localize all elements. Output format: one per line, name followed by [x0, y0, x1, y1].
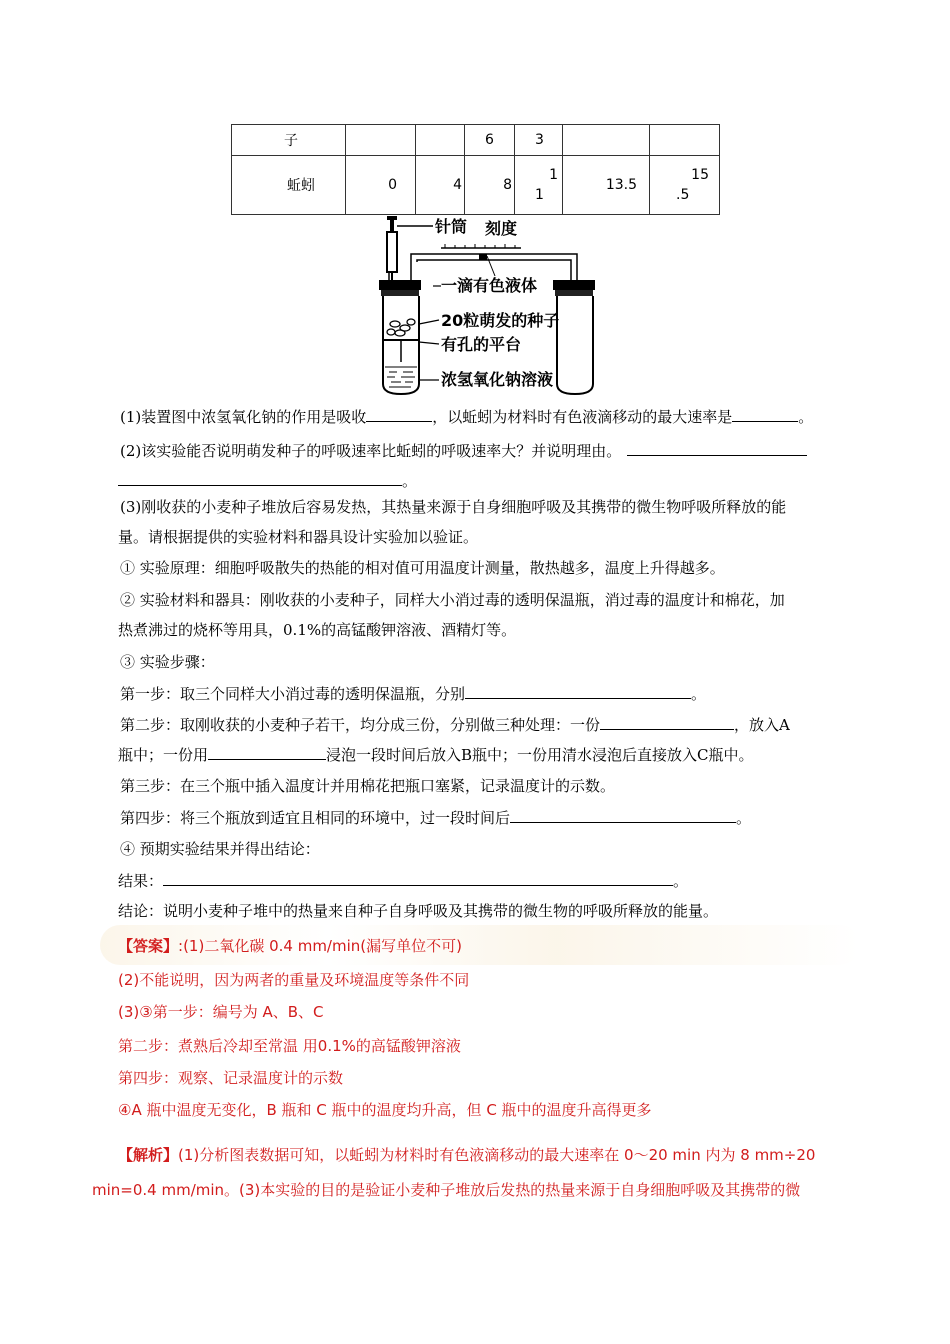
data-table	[231, 124, 720, 215]
right-tube-icon	[553, 280, 595, 394]
q3-principle: ① 实验原理：细胞呼吸散失的热能的相对值可用温度计测量，散热越多，温度上升得越多。	[120, 559, 725, 577]
table-cell-label: 蚯蚓	[232, 156, 346, 215]
table-cell	[346, 125, 416, 156]
q3-materials-1: ② 实验材料和器具：刚收获的小麦种子，同样大小消过毒的透明保温瓶，消过毒的温度计和棉花，加	[120, 591, 785, 609]
table-cell: 3	[515, 125, 563, 156]
label-seeds: 20粒萌发的种子	[441, 311, 560, 330]
q3-step2-cont: 瓶中；一份用 浸泡一段时间后放入B瓶中；一份用清水浸泡后直接放入C瓶中。	[118, 746, 754, 764]
answer-blank	[600, 714, 734, 730]
question-2: (2)该实验能否说明萌发种子的呼吸速率比蚯蚓的呼吸速率大？并说明理由。	[120, 440, 807, 461]
table-cell	[416, 125, 465, 156]
table-cell-top: 15	[691, 167, 709, 183]
analysis-line-1: 【解析】(1)分析图表数据可知，以蚯蚓为材料时有色液滴移动的最大速率在 0～20 min 内为 8 mm÷20	[118, 1146, 816, 1164]
table-cell	[515, 156, 563, 215]
scale-icon	[441, 244, 521, 260]
q3-line2: 量。请根据提供的实验材料和器具设计实验加以验证。	[118, 528, 479, 546]
answer-line-4: 第二步：煮熟后冷却至常温 用0.1%的高锰酸钾溶液	[118, 1037, 461, 1055]
q3-step2: 第二步：取刚收获的小麦种子若干，均分成三份，分别做三种处理：一份 ，放入A	[120, 716, 790, 734]
answer-line-3: (3)③第一步：编号为 A、B、C	[118, 1003, 324, 1021]
answer-blank	[118, 470, 402, 486]
answer-line-1: 【答案】:(1)二氧化碳 0.4 mm/min(漏写单位不可)	[118, 937, 462, 955]
answer-blank	[208, 744, 326, 760]
syringe-icon	[387, 216, 433, 284]
table-cell: 6	[465, 125, 515, 156]
question-2-cont: 。	[118, 470, 417, 491]
label-naoh: 浓氢氧化钠溶液	[441, 370, 554, 389]
answer-blank	[510, 807, 736, 823]
table-row	[232, 156, 720, 215]
q3-step4: 第四步：将三个瓶放到适宜且相同的环境中，过一段时间后 。	[120, 809, 752, 827]
q3-result: 结果： 。	[118, 872, 689, 890]
answer-line-5: 第四步：观察、记录温度计的示数	[118, 1069, 344, 1087]
table-cell-top: 1	[549, 167, 558, 183]
analysis-line-2: min=0.4 mm/min。(3)本实验的目的是验证小麦种子堆放后发热的热量来源于自身细胞呼吸及其携带的微	[92, 1181, 801, 1199]
q3-step1: 第一步：取三个同样大小消过毒的透明保温瓶，分别 。	[120, 685, 707, 703]
q3-materials-2: 热煮沸过的烧杯等用具，0.1%的高锰酸钾溶液、酒精灯等。	[118, 621, 517, 639]
label-platform: 有孔的平台	[441, 335, 522, 354]
q3-steps: ③ 实验步骤：	[120, 653, 215, 671]
answer-blank	[732, 406, 798, 422]
answer-line-2: (2)不能说明，因为两者的重量及环境温度等条件不同	[118, 971, 470, 989]
q3-predict: ④ 预期实验结果并得出结论：	[120, 840, 320, 858]
table-cell	[563, 125, 650, 156]
answer-blank	[627, 440, 807, 456]
table-cell: 8	[465, 156, 515, 215]
label-syringe: 针筒	[435, 217, 468, 236]
q3-conclusion: 结论：说明小麦种子堆中的热量来自种子自身呼吸及其携带的微生物的呼吸所释放的能量。	[118, 902, 719, 920]
label-drop: 一滴有色液体	[441, 276, 538, 295]
answer-blank	[163, 870, 673, 886]
label-scale: 刻度	[485, 219, 518, 238]
answer-blank	[465, 683, 691, 699]
table-cell: 子	[232, 125, 346, 156]
table-cell-bottom: 1	[535, 187, 544, 203]
q3-line1: (3)刚收获的小麦种子堆放后容易发热，其热量来源于自身细胞呼吸及其携带的微生物呼吸所释放的能	[120, 498, 787, 516]
q3-step3: 第三步：在三个瓶中插入温度计并用棉花把瓶口塞紧，记录温度计的示数。	[120, 777, 616, 795]
table-cell	[650, 156, 720, 215]
table-cell	[650, 125, 720, 156]
table-cell: 4	[416, 156, 465, 215]
table-cell-bottom: .5	[676, 187, 690, 203]
question-1: (1)装置图中浓氢氧化钠的作用是吸收 ，以蚯蚓为材料时有色液滴移动的最大速率是 。	[120, 408, 814, 426]
answer-blank	[366, 406, 432, 422]
table-cell: 13.5	[563, 156, 650, 215]
table-row	[232, 125, 720, 156]
apparatus-diagram	[345, 212, 605, 398]
left-tube-icon	[379, 262, 421, 394]
table-cell: 0	[346, 156, 416, 215]
answer-line-6: ④A 瓶中温度无变化，B 瓶和 C 瓶中的温度均升高，但 C 瓶中的温度升高得更多	[118, 1101, 652, 1119]
